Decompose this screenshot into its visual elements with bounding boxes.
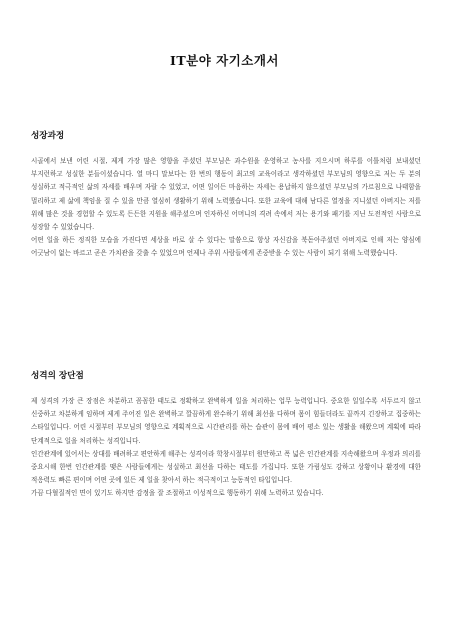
paragraph: 가끔 다혈질적인 면이 있기도 하지만 감정을 잘 조절하고 이성적으로 행동하기 위해 노력하고 있습니다. xyxy=(31,489,324,498)
paragraph: 시골에서 보낸 어린 시절, 제게 가장 많은 영향을 주셨던 부모님은 과수원을 운영하고 농사를 지으시며 하루를 이틀처럼 보내셨던 부지런하고 성실한 분들이셨습니다. 열 마디 말보다는 한 번의 행동이 최고의 교육이라고 생각하셨던 부모님의 영향으로 저는 두 분의 성실하고 적극적인 삶의 자세를 배우며 자랄 수 있었고, 어떤 일이든 마음하는 자세는 용납하지 않으셨던 부모님의 가르침으로 나태함을 멀리하고 제 삶에 책임을 질 수 있을 만큼 열심히 생활하기 위해 노력했습니다. 또한 교육에 대해 남다른 열정을 지니셨던 아버지는 저를 위해 많은 것을 경험할 수 있도록 든든한 지원을 해주셨으며 인자하신 어머니의 격려 속에서 저는 용기와 패기를 지닌 도전적인 사람으로 성장할 수 있었습니다. xyxy=(31,157,421,232)
section-body-personality xyxy=(31,395,421,501)
section-heading-growth: 성장과정 xyxy=(31,131,65,141)
paragraph: 제 성격의 가장 큰 장점은 차분하고 꼼꼼한 태도로 정확하고 완벽하게 일을 처리하는 업무 능력입니다. 중요한 일일수록 서두르지 않고 신중하고 차분하게 임하며 제게 주어진 일은 완벽하고 깔끔하게 완수하기 위해 최선을 다하며 몸이 힘들더라도 끝까지 긴장하고 집중하는 스타일입니다. 어린 시절부터 부모님의 영향으로 계획적으로 시간관리를 하는 습관이 몸에 배어 평소 있는 생활을 해왔으며 계획에 따라 단계적으로 일을 처리하는 성격입니다. xyxy=(31,397,421,445)
document-title: IT분야 자기소개서 xyxy=(169,53,280,68)
section-body-growth xyxy=(31,155,421,261)
section-heading-personality: 성격의 장단점 xyxy=(31,371,84,381)
paragraph: 인간관계에 있어서는 상대를 배려하고 편안하게 해주는 성격이라 학창시절부터 원만하고 폭 넓은 인간관계를 지속해왔으며 우정과 의리를 중요시해 한번 인간관계를 맺은 사람들에게는 성실하고 최선을 다하는 태도를 가집니다. 또한 가림성도 강하고 상황이나 환경에 대한 적응력도 빠른 편이며 어떤 곳에 있든 제 일을 찾아서 하는 적극적이고 능동적인 타입입니다. xyxy=(31,449,421,485)
paragraph: 어떤 일을 하든 정직한 모습을 가진다면 세상을 바로 살 수 있다는 말씀으로 항상 자신감을 북돋아주셨던 아버지로 인해 저는 양심에 어긋남이 없는 바르고 곧은 가치관을 갖출 수 있었으며 언제나 주위 사람들에게 존중받을 수 있는 사람이 되기 위해 노력했습니다. xyxy=(31,236,421,258)
